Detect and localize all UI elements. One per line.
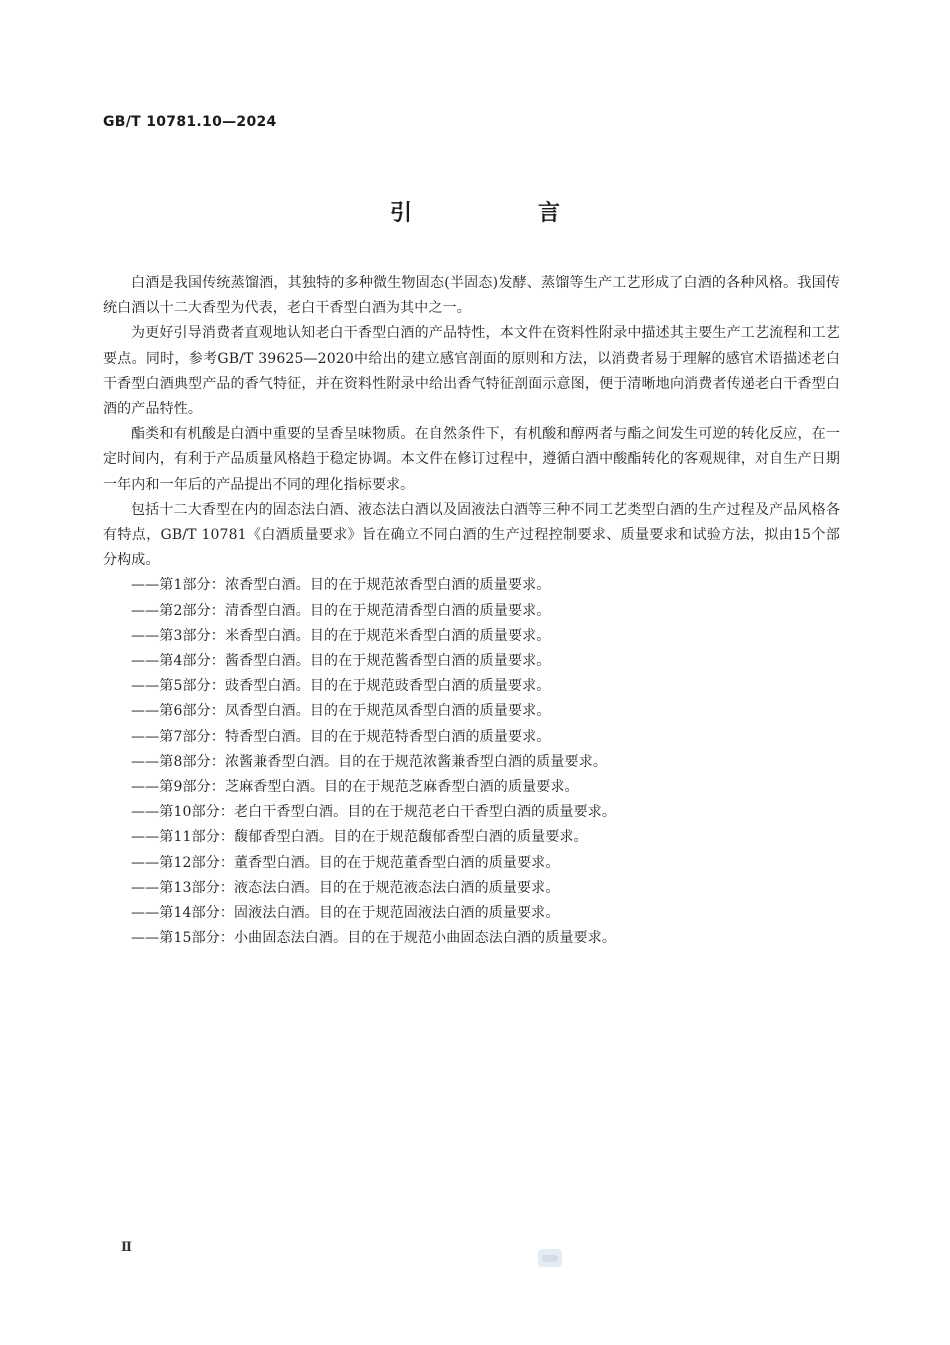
list-item: ——第9部分：芝麻香型白酒。目的在于规范芝麻香型白酒的质量要求。 [131,779,579,796]
list-item: ——第8部分：浓酱兼香型白酒。目的在于规范浓酱兼香型白酒的质量要求。 [131,753,608,770]
parts-list [103,573,840,951]
standard-number: GB/T 10781.10—2024 [103,114,277,130]
list-item: ——第7部分：特香型白酒。目的在于规范特香型白酒的质量要求。 [131,728,551,745]
body-text [103,271,840,951]
list-item: ——第12部分：董香型白酒。目的在于规范董香型白酒的质量要求。 [131,854,560,871]
paragraph: 为更好引导消费者直观地认知老白干香型白酒的产品特性，本文件在资料性附录中描述其主要生产工艺流程和工艺要点。同时，参考GB/T 39625—2020中给出的建立感官剖面的原则和方法，以消费者易于理解的感官术语描述老白干香型白酒典型产品的香气特征，并在资料性附录中给出香气特征剖面示意图，便于清晰地向消费者传递老白干香型白酒的产品特性。 [103,325,840,418]
paragraph: 酯类和有机酸是白酒中重要的呈香呈味物质。在自然条件下，有机酸和醇两者与酯之间发生可逆的转化反应，在一定时间内，有利于产品质量风格趋于稳定协调。本文件在修订过程中，遵循白酒中酸酯转化的客观规律，对自生产日期一年内和一年后的产品提出不同的理化指标要求。 [103,426,840,493]
list-item: ——第14部分：固液法白酒。目的在于规范固液法白酒的质量要求。 [131,905,560,922]
page-title: 引 言 [389,201,612,226]
watermark-logo-icon [538,1249,562,1267]
list-item: ——第3部分：米香型白酒。目的在于规范米香型白酒的质量要求。 [131,627,551,644]
list-item: ——第4部分：酱香型白酒。目的在于规范酱香型白酒的质量要求。 [131,653,551,670]
list-item: ——第11部分：馥郁香型白酒。目的在于规范馥郁香型白酒的质量要求。 [131,829,588,846]
list-item: ——第2部分：清香型白酒。目的在于规范清香型白酒的质量要求。 [131,602,551,619]
list-item: ——第5部分：豉香型白酒。目的在于规范豉香型白酒的质量要求。 [131,678,551,695]
paragraph: 包括十二大香型在内的固态法白酒、液态法白酒以及固液法白酒等三种不同工艺类型白酒的生产过程及产品风格各有特点，GB/T 10781《白酒质量要求》旨在确立不同白酒的生产过程控制要求、质量要求和试验方法，拟由15个部分构成。 [103,501,840,569]
list-item: ——第10部分：老白干香型白酒。目的在于规范老白干香型白酒的质量要求。 [131,804,617,821]
list-item: ——第15部分：小曲固态法白酒。目的在于规范小曲固态法白酒的质量要求。 [131,930,617,947]
watermark-logo-mark [542,1255,558,1262]
page-number: Ⅱ [121,1240,132,1255]
list-item: ——第13部分：液态法白酒。目的在于规范液态法白酒的质量要求。 [131,879,560,896]
list-item: ——第6部分：凤香型白酒。目的在于规范凤香型白酒的质量要求。 [131,703,551,720]
paragraph: 白酒是我国传统蒸馏酒，其独特的多种微生物固态(半固态)发酵、蒸馏等生产工艺形成了白酒的各种风格。我国传统白酒以十二大香型为代表，老白干香型白酒为其中之一。 [103,275,840,317]
list-item: ——第1部分：浓香型白酒。目的在于规范浓香型白酒的质量要求。 [131,577,551,594]
